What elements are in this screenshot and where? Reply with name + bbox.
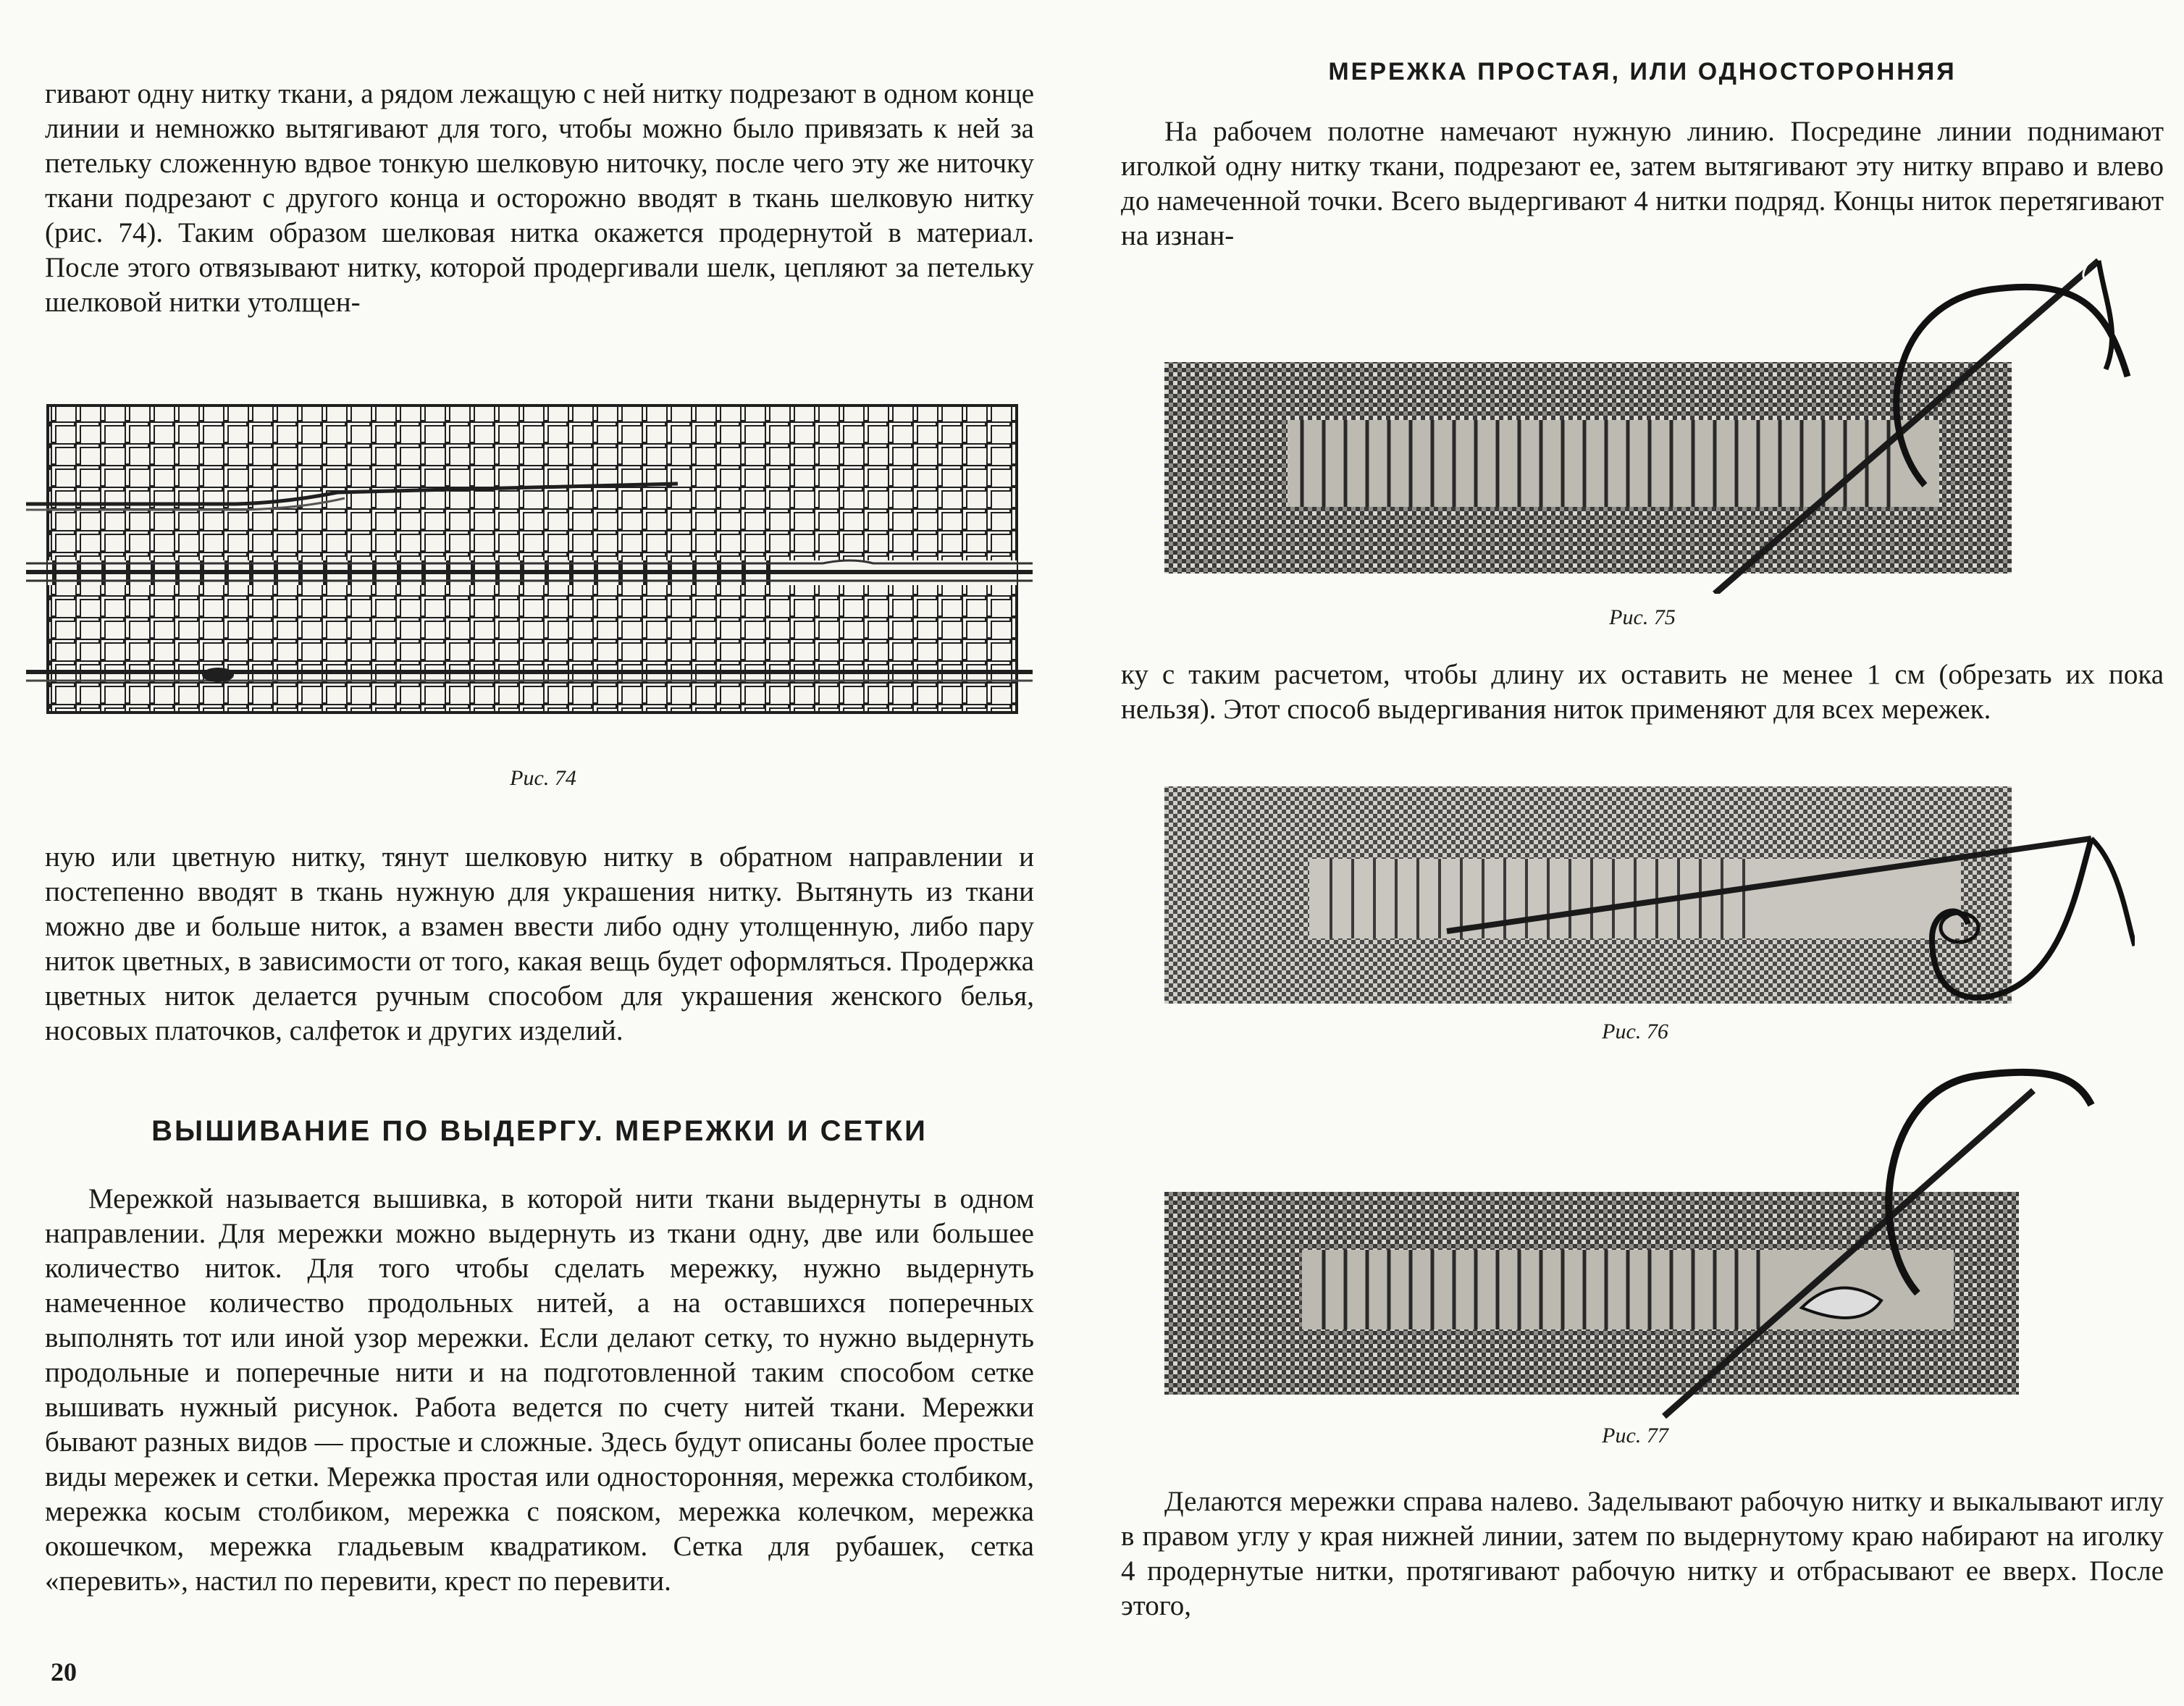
top-paragraph: гивают одну нитку ткани, а рядом лежащую с ней нитку подрезают в одном конце линии и немножко вытягивают для того, чтобы можно было привязать к ней за петельку сложенную вдвое тонкую шелковую ниточку, после чего эту же ниточку ткани подрезают с другого конца и осторожно вводят в ткань шелковую нитку (рис. 74). Таким образом шелковая нитка окажется продернутой в материал. После этого отвязывают нитку, которой продергивали шелк, цепляют за петельку шелковой нитки утолщен- [45, 78, 1034, 318]
figure-75-drawn-thread-fabric [1164, 246, 2135, 594]
top-paragraph-block [45, 77, 1034, 320]
continuation-paragraph: ку с таким расчетом, чтобы длину их оставить не менее 1 см (обрезать их пока нельзя). Этот способ выдергивания ниток применяют для всех мережек. [1121, 659, 2164, 725]
section-paragraph: Мережкой называется вышивка, в которой нити ткани выдернуты в одном направлении. Для мережки можно выдернуть из ткани одну, две или большее количество ниток. Для того чтобы сделать мережку, нужно выдернуть намеченное количество продольных нитей, а на оставшихся поперечных выполнять тот или иной узор мережки. Если делают сетку, то нужно выдернуть продольные и поперечные нити и на подготовленной таким способом сетке вышивать нужный рисунок. Работа ведется по счету нитей ткани. Мережки бывают разных видов — простые и сложные. Здесь будут описаны более простые виды мережек и сетки. Мережка простая или односторонняя, мережка столбиком, мережка косым столбиком, мережка с пояском, мережка колечком, мережка окошечком, мережка гладьевым квадратиком. Сетка для рубашек, сетка «перевить», настил по перевити, крест по перевити. [45, 1183, 1034, 1597]
middle-paragraph-block [45, 840, 1034, 1049]
section-paragraph-block [45, 1182, 1034, 1599]
section-heading: ВЫШИВАНИЕ ПО ВЫДЕРГУ. МЕРЕЖКИ И СЕТКИ [151, 1115, 928, 1147]
continuation-paragraph-block [1121, 657, 2164, 727]
right-page [1092, 0, 2184, 1706]
bottom-paragraph-block [1121, 1484, 2164, 1623]
bottom-paragraph: Делаются мережки справа налево. Заделывают рабочую нитку и выкалывают иглу в правом углу у края нижней линии, затем по выдернутому краю набирают на иголку 4 продернутые нитки, протягивают рабочую нитку и отбрасывают ее вверх. После этого, [1121, 1486, 2164, 1621]
right-page-heading: МЕРЕЖКА ПРОСТАЯ, ИЛИ ОДНОСТОРОННЯЯ [1328, 58, 1957, 85]
figure-76-caption: Рис. 76 [1602, 1020, 1668, 1043]
figure-76-drawn-thread-fabric [1164, 779, 2135, 1018]
figure-77-drawn-thread-fabric [1164, 1062, 2135, 1424]
figure-77-caption: Рис. 77 [1602, 1424, 1668, 1447]
intro-paragraph-block [1121, 114, 2164, 253]
figure-74-woven-fabric [26, 400, 1033, 718]
page-number: 20 [51, 1657, 77, 1686]
intro-paragraph: На рабочем полотне намечают нужную линию. Посредине линии поднимают иголкой одну нитку ткани, подрезают ее, затем вытягивают эту нитку вправо и влево до намеченной точки. Всего выдергивают 4 нитки подряд. Концы ниток перетягивают на изнан- [1121, 116, 2164, 251]
middle-paragraph: ную или цветную нитку, тянут шелковую нитку в обратном направлении и постепенно вводят в ткань нужную для украшения нитку. Вытянуть из ткани можно две и больше ниток, а взамен ввести либо одну утолщенную, либо пару ниток цветных, в зависимости от того, какая вещь будет оформляться. Продержка цветных ниток делается ручным способом для украшения женского белья, носовых платочков, салфеток и других изделий. [45, 841, 1034, 1046]
figure-75-caption: Рис. 75 [1609, 605, 1676, 629]
figure-74-caption: Рис. 74 [510, 766, 576, 790]
